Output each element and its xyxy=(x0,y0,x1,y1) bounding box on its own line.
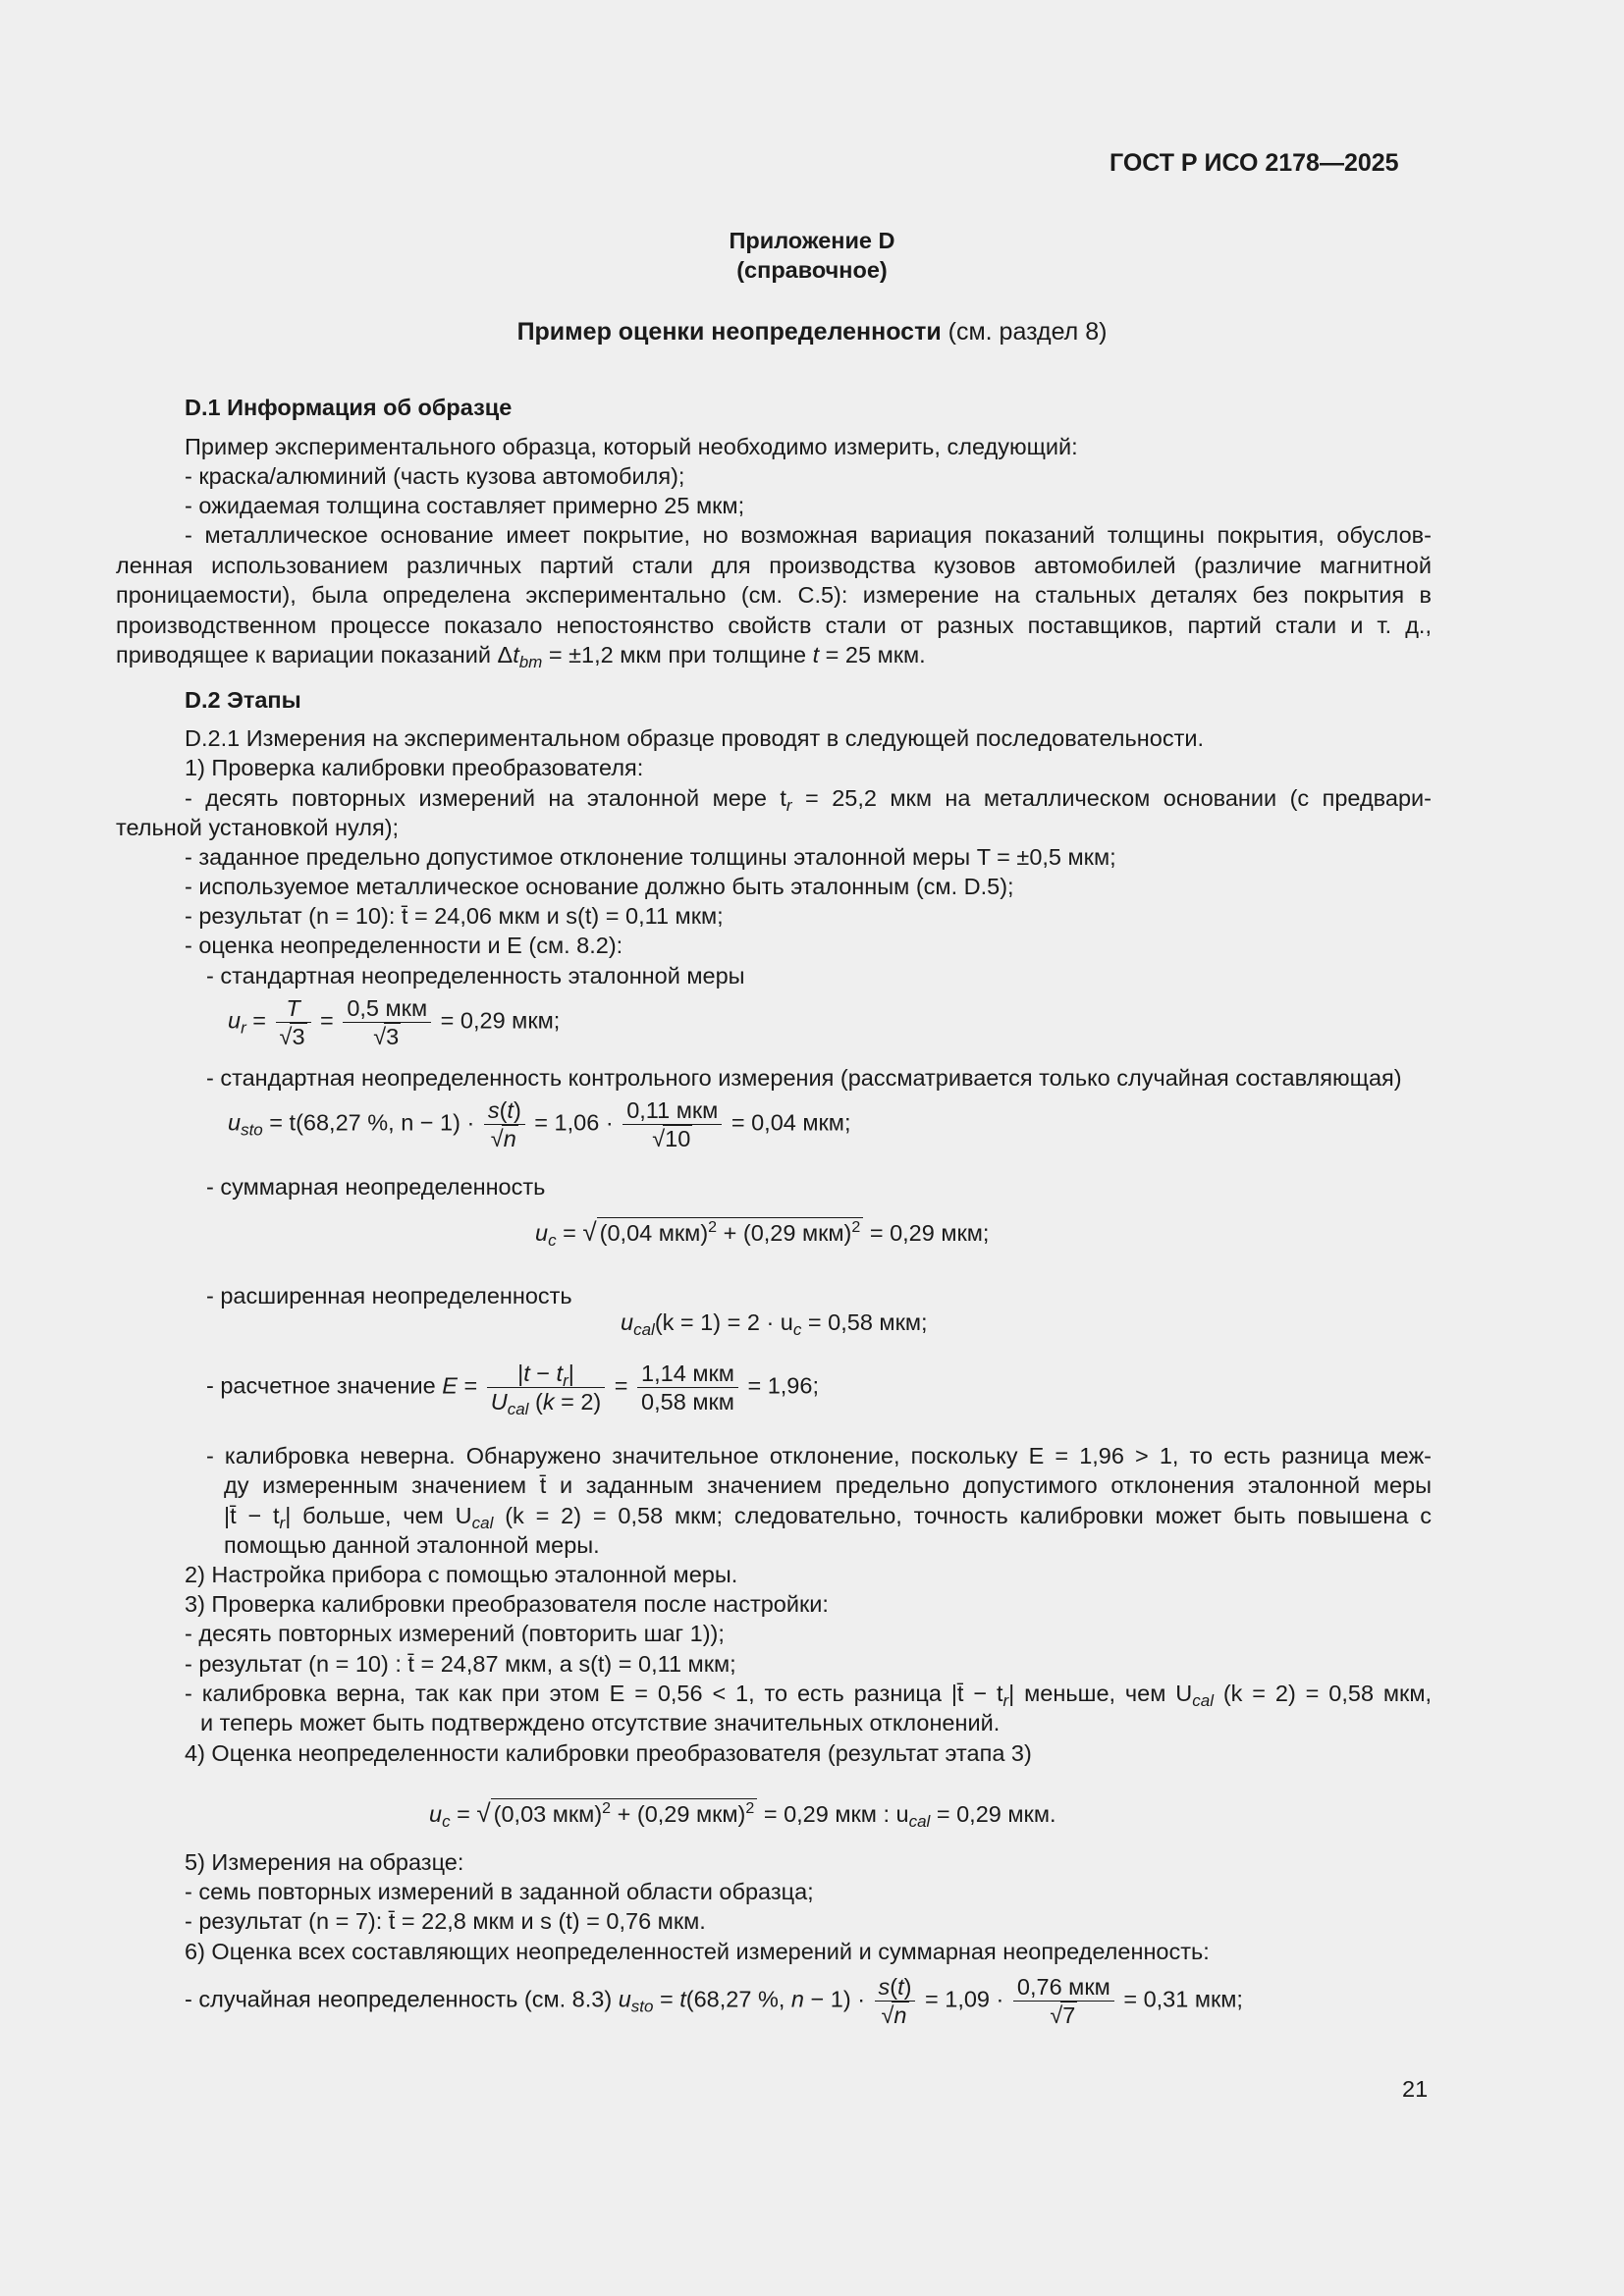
step-1-e1-label: - стандартная неопределенность эталонной меры xyxy=(206,963,745,988)
step-3-item-c-line2: и теперь может быть подтверждено отсутствие значительных отклонений. xyxy=(200,1710,1001,1735)
formula-e: - расчетное значение E = $\frac{|t - t_r|}{U_{cal} (k = 2)}$ = $\frac{\text{1,14 мкм}}{\text{0,58 мкм}}$ = 1,96; xyxy=(206,1361,819,1418)
step-3-item-a: - десять повторных измерений (повторить шаг 1)); xyxy=(185,1621,725,1646)
step-1-item-a-line2: тельной установкой нуля); xyxy=(116,815,400,840)
step-3-item-c-line1: - калибровка верна, так как при этом E = 0,56 < 1, то есть разница |t̄ − $t_r|$ меньше, чем $U_{cal}$ (k = 2) = 0,58 мкм, xyxy=(185,1681,1433,1710)
step-1-item-c: - используемое металлическое основание должно быть эталонным (см. D.5); xyxy=(185,874,1014,899)
formula-usto: $u_{sto} = t(68,27$ %, n − 1) · $\frac{s(t)}{√n}$ = 1,06 · $\frac{\text{0,11 мкм}}{√10}$ = 0,04 мкм; xyxy=(228,1097,851,1151)
step-1-item-e: - оценка неопределенности и E (см. 8.2): xyxy=(185,933,623,958)
d1-intro: Пример экспериментального образца, который необходимо измерить, следующий: xyxy=(185,434,1078,459)
step-5-item-a: - семь повторных измерений в заданной области образца; xyxy=(185,1879,814,1904)
step-1-e6-line1: - калибровка неверна. Обнаружено значительное отклонение, поскольку E = 1,96 > 1, то есть разница меж- xyxy=(206,1443,1432,1468)
step-1-item-a-line1: - десять повторных измерений на эталонной мере $t_r = 25,2$ мкм на металлическом основании (с предвари- xyxy=(185,785,1432,815)
formula-ur: $u_r$ = $\frac{T}{√3}$ = $\frac{\text{0,5 мкм}}{√3}$ = 0,29 мкм; xyxy=(228,995,561,1049)
step-6-title: 6) Оценка всех составляющих неопределенностей измерений и суммарная неопределенность: xyxy=(185,1939,1210,1964)
step-1-e6-line4: помощью данной эталонной меры. xyxy=(224,1532,600,1558)
d1-item-3-line2: ленная использованием различных партий стали для производства кузовов автомобилей (различие магнитной xyxy=(116,553,1432,578)
step-1-e3-label: - суммарная неопределенность xyxy=(206,1174,546,1200)
d2-para-1: D.2.1 Измерения на экспериментальном образце проводят в следующей последовательности. xyxy=(185,725,1204,751)
annex-heading-main: Пример оценки неопределенности xyxy=(516,318,942,346)
step-5-item-b: - результат (n = 7): t̄ = 22,8 мкм и s (t) = 0,76 мкм. xyxy=(185,1908,706,1934)
document-id: ГОСТ Р ИСО 2178—2025 xyxy=(1110,149,1399,177)
step-1-e6-line2: ду измеренным значением t̄ и заданным значением предельно допустимого отклонения эталонной меры xyxy=(224,1472,1432,1498)
step-2: 2) Настройка прибора с помощью эталонной меры. xyxy=(185,1562,738,1587)
formula-uc: $u_c$ = √ (0,04 мкм)$^2$ + (0,29 мкм)$^2$ = 0,29 мкм; xyxy=(535,1217,990,1250)
d1-item-3-line1: - металлическое основание имеет покрытие, но возможная вариация показаний толщины покрытия, обуслов- xyxy=(185,522,1432,548)
d1-item-3-line3: проницаемости), была определена экспериментально (см. С.5): измерение на стальных деталях без покрытия в xyxy=(116,582,1432,608)
annex-heading xyxy=(321,316,1303,347)
formula-ucal: $u_{cal}(k = 1) = 2 \cdot u_c = 0,58$ мкм; xyxy=(621,1309,928,1339)
step-1-item-d: - результат (n = 10): t̄ = 24,06 мкм и s(t) = 0,11 мкм; xyxy=(185,903,724,929)
step-1-e4-label: - расширенная неопределенность xyxy=(206,1283,572,1308)
d1-item-3-line4: производственном процессе показало непостоянство свойств стали от разных поставщиков, партий стали и т. д., xyxy=(116,613,1432,638)
section-d1-title: D.1 Информация об образце xyxy=(185,395,513,420)
step-1-e2-label: - стандартная неопределенность контрольного измерения (рассматривается только случайная составляющая) xyxy=(206,1065,1402,1091)
step-3-item-b: - результат (n = 10) : t̄ = 24,87 мкм, а s(t) = 0,11 мкм; xyxy=(185,1651,736,1677)
section-d2-title: D.2 Этапы xyxy=(185,687,301,713)
step-4: 4) Оценка неопределенности калибровки преобразователя (результат этапа 3) xyxy=(185,1740,1032,1766)
formula-usto-sample: - случайная неопределенность (см. 8.3) $u_{sto} = t(68,27$ %, n − 1) · $\frac{s(t)}{√n}$ = 1,09 · $\frac{\text{0,76 мкм}}{√7}$ = 0,31 мкм; xyxy=(185,1974,1243,2028)
step-1-e6-line3: |t̄ − $t_r|$ больше, чем $U_{cal}$ (k = 2) = 0,58 мкм; следовательно, точность калибровки может быть повышена с xyxy=(224,1503,1432,1532)
d1-item-3-line5: приводящее к вариации показаний $\Delta t_{bm} = \pm 1,2$ мкм при толщине t = 25 мкм. xyxy=(116,642,926,671)
d1-item-1: - краска/алюминий (часть кузова автомобиля); xyxy=(185,463,685,489)
step-1-item-b: - заданное предельно допустимое отклонение толщины эталонной меры T = ±0,5 мкм; xyxy=(185,844,1116,870)
step-1-title: 1) Проверка калибровки преобразователя: xyxy=(185,755,644,780)
annex-heading-ref: (см. раздел 8) xyxy=(947,318,1108,346)
annex-type: (справочное) xyxy=(736,257,888,283)
page-number: 21 xyxy=(1402,2076,1429,2102)
annex-title: Приложение D xyxy=(729,228,895,253)
step-5-title: 5) Измерения на образце: xyxy=(185,1849,464,1875)
formula-uc-step4: $u_c$ = √ (0,03 мкм)$^2$ + (0,29 мкм)$^2$ = 0,29 мкм : $u_{cal} = 0,29$ мкм. xyxy=(429,1798,1056,1831)
d1-item-2: - ожидаемая толщина составляет примерно 25 мкм; xyxy=(185,493,745,518)
step-3-title: 3) Проверка калибровки преобразователя после настройки: xyxy=(185,1591,829,1617)
